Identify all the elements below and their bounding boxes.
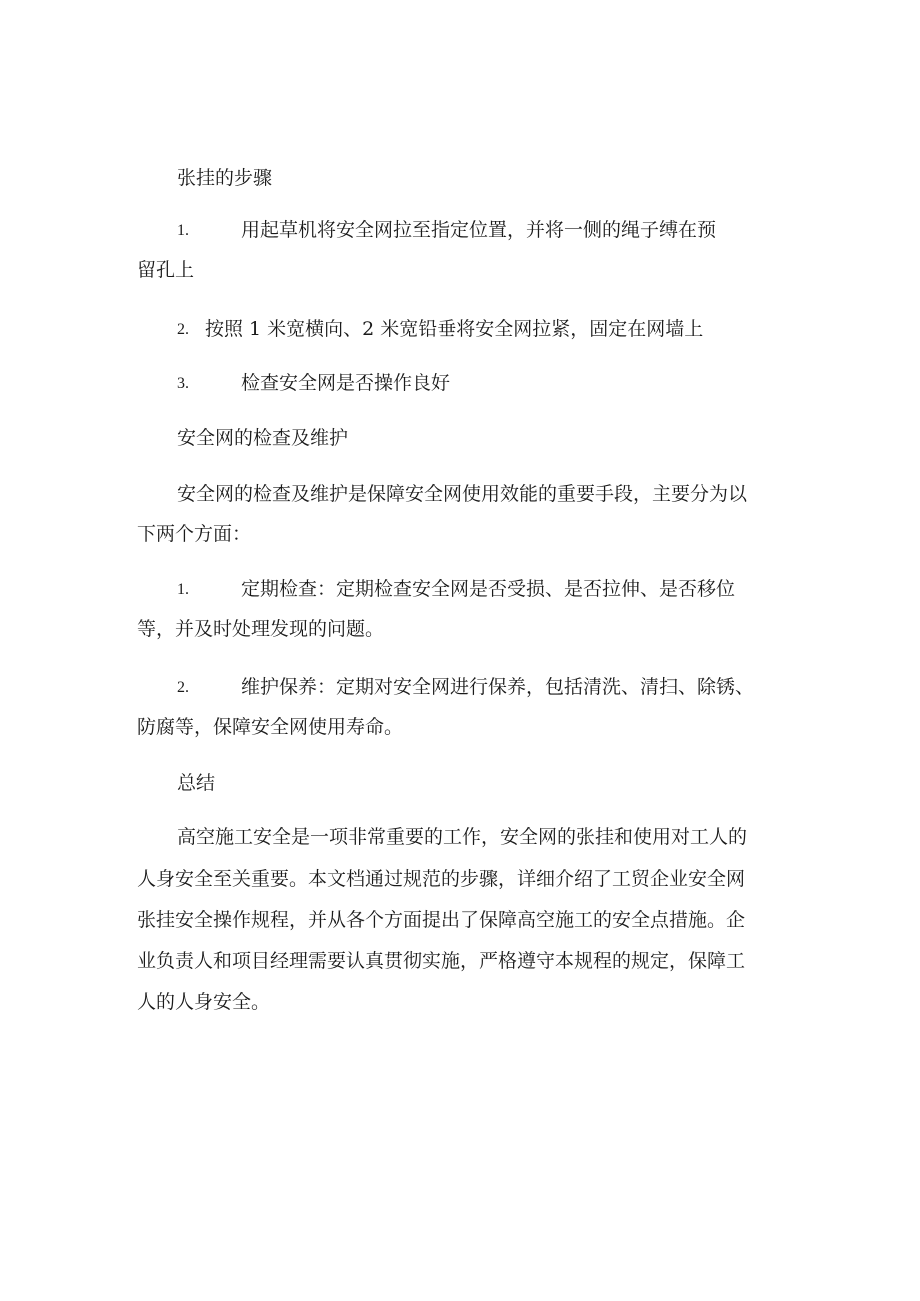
summary-line-2: 人身安全至关重要。本文档通过规范的步骤，详细介绍了工贸企业安全网 (137, 868, 746, 890)
check-item-1-line-2: 等，并及时处理发现的问题。 (137, 618, 385, 640)
summary-line-4: 业负责人和项目经理需要认真贯彻实施，严格遵守本规程的规定，保障工 (137, 950, 746, 972)
summary-heading: 总结 (177, 772, 216, 794)
check-intro-line-1: 安全网的检查及维护是保障安全网使用效能的重要手段，主要分为以 (177, 483, 748, 505)
check-intro-line-2: 下两个方面： (137, 523, 252, 545)
summary-line-3: 张挂安全操作规程，并从各个方面提出了保障高空施工的安全点措施。企 (137, 909, 746, 931)
step-2-number: 2. (177, 321, 189, 338)
summary-line-5: 人的人身安全。 (137, 991, 271, 1013)
check-heading: 安全网的检查及维护 (177, 427, 349, 449)
step-1-line-1: 用起草机将安全网拉至指定位置，并将一侧的绳子缚在预 (241, 219, 717, 241)
step-1-number: 1. (177, 222, 189, 239)
step-2-text: 按照 1 米宽横向、2 米宽铅垂将安全网拉紧，固定在网墙上 (205, 318, 704, 340)
step-3-number: 3. (177, 375, 189, 392)
check-item-1-number: 1. (177, 581, 189, 598)
step-1-line-2: 留孔上 (137, 259, 195, 281)
step-3-text: 检查安全网是否操作良好 (241, 372, 451, 394)
check-item-2-number: 2. (177, 679, 189, 696)
summary-line-1: 高空施工安全是一项非常重要的工作，安全网的张挂和使用对工人的 (177, 826, 748, 848)
check-item-1-line-1: 定期检查：定期检查安全网是否受损、是否拉伸、是否移位 (241, 578, 736, 600)
check-item-2-line-2: 防腐等，保障安全网使用寿命。 (137, 716, 404, 738)
check-item-2-line-1: 维护保养：定期对安全网进行保养，包括清洗、清扫、除锈、 (241, 676, 755, 698)
step-heading: 张挂的步骤 (177, 167, 273, 189)
